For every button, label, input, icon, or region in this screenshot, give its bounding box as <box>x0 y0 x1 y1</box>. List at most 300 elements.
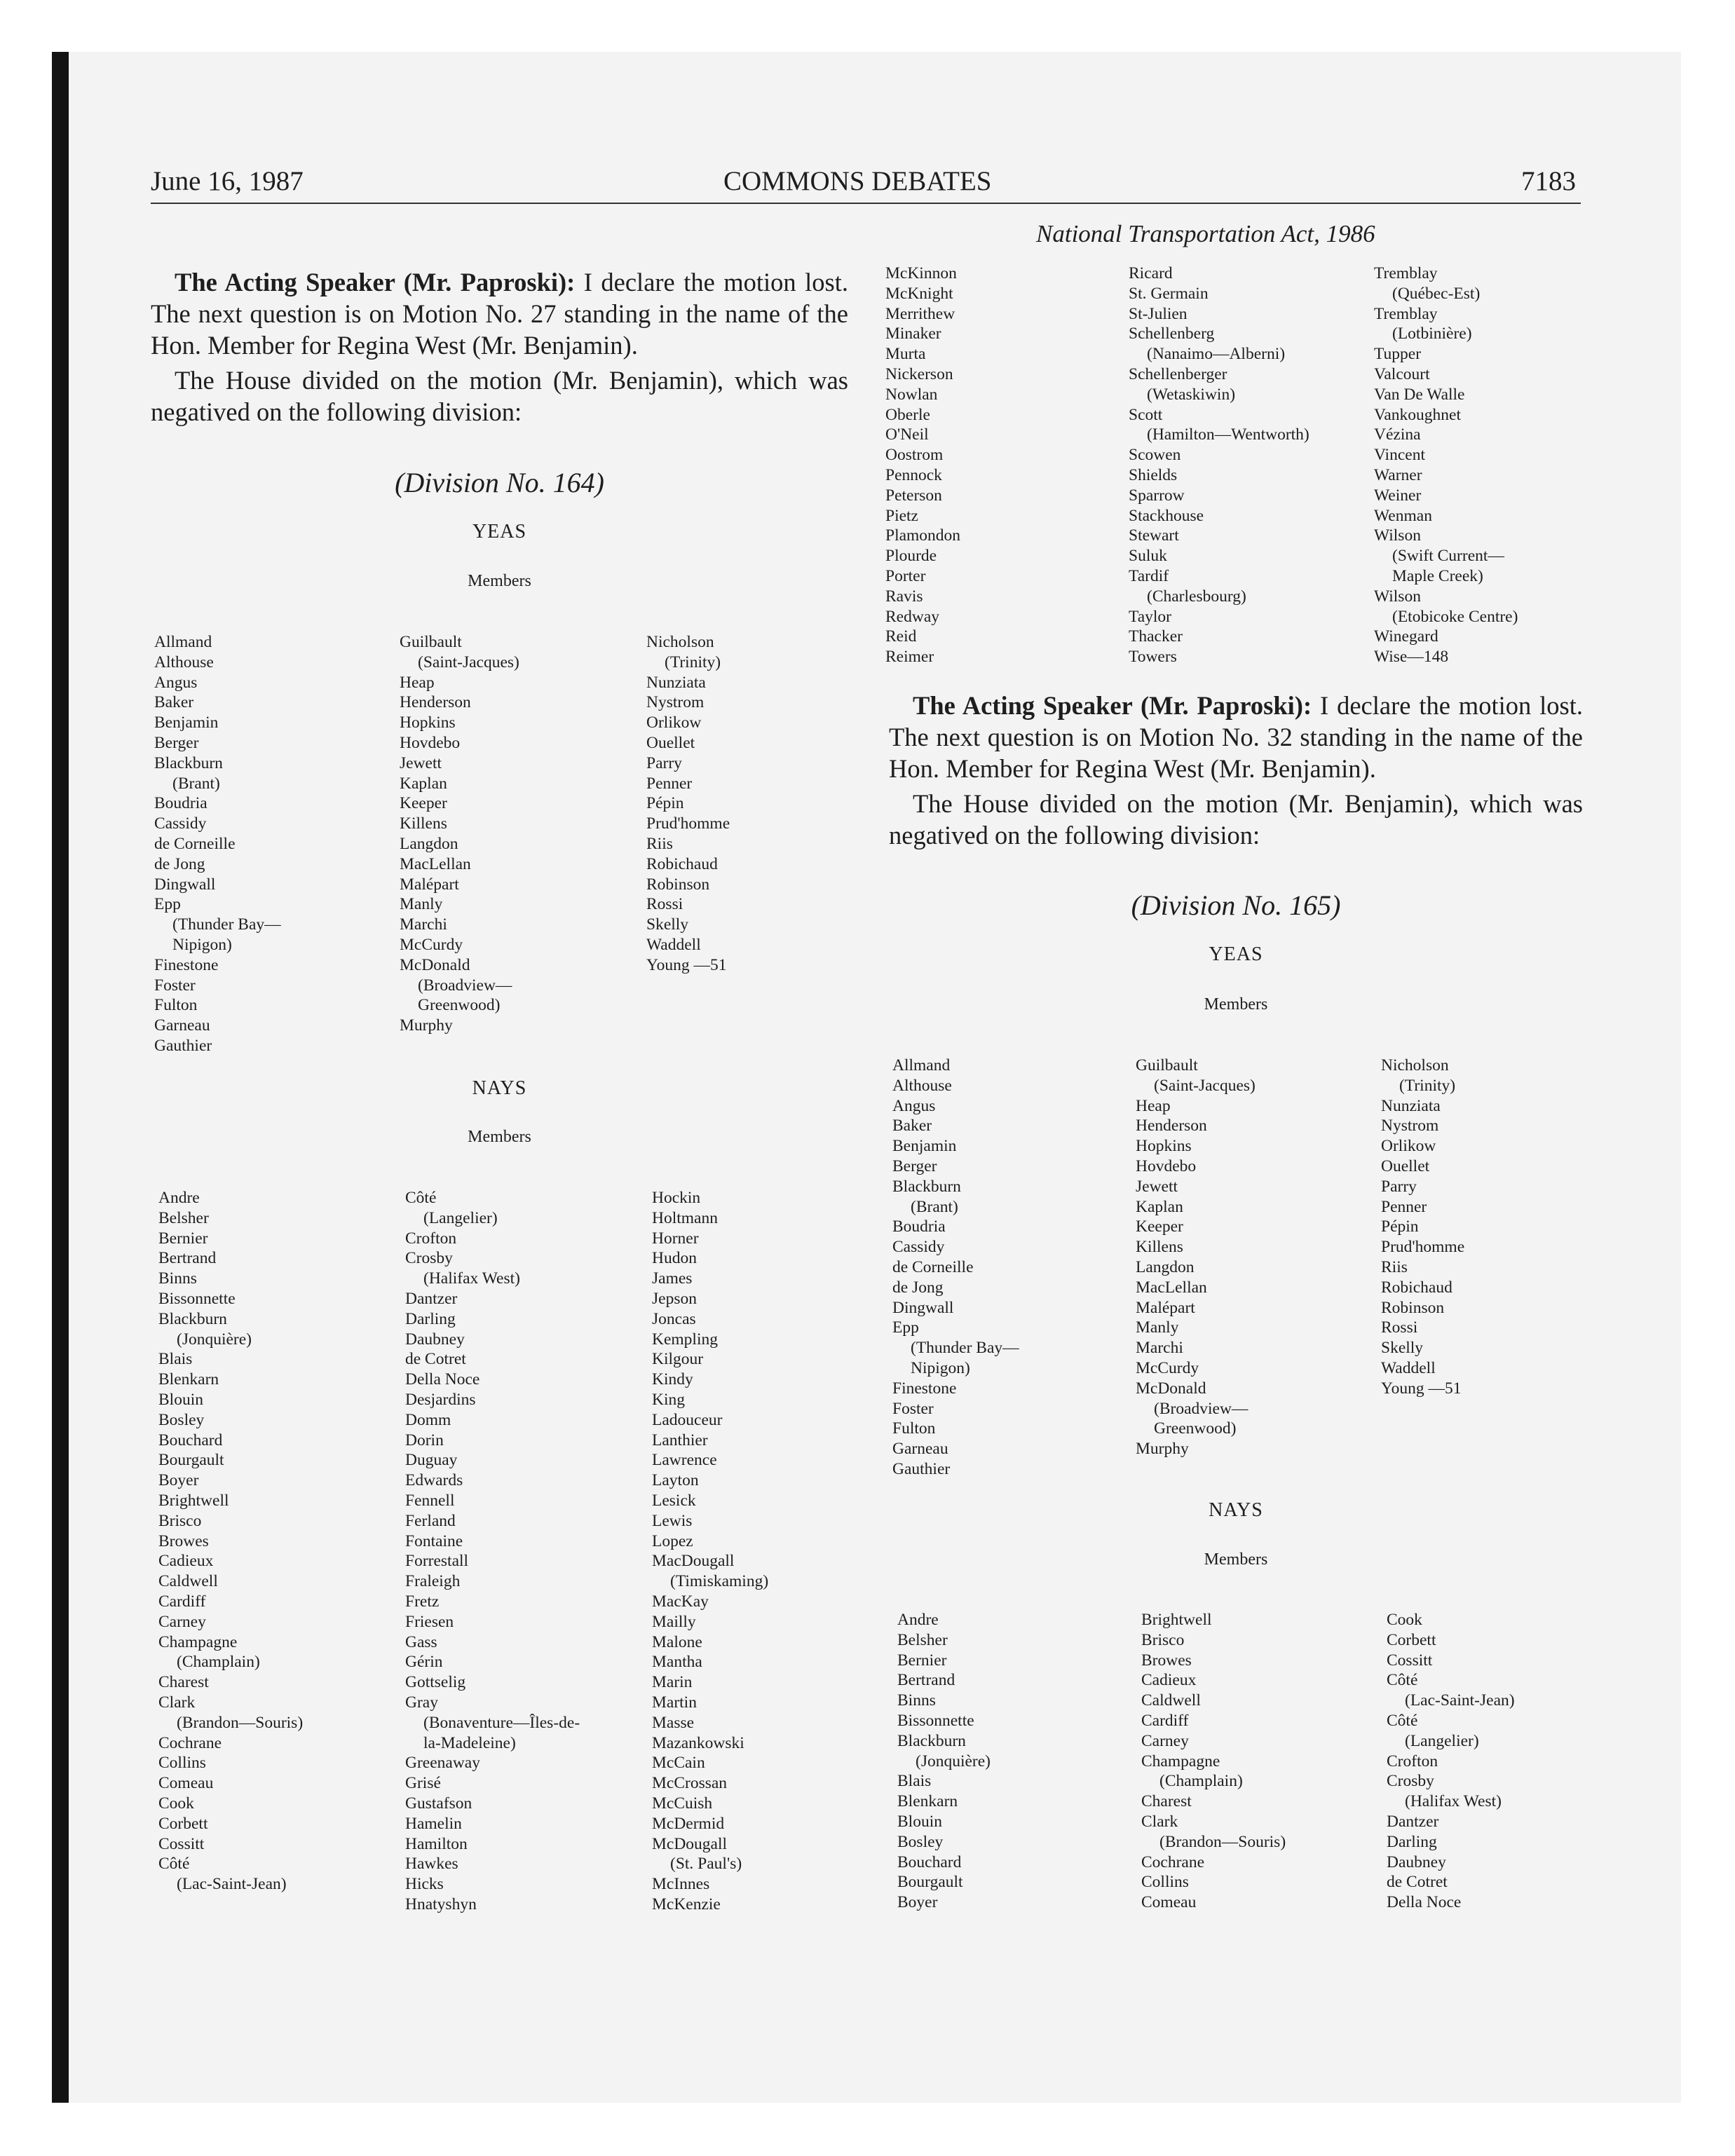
member-name: Della Noce <box>405 1370 480 1389</box>
member-name: Allmand <box>892 1056 951 1074</box>
member-name: la-Madeleine) <box>423 1733 516 1752</box>
member-name: Hovdebo <box>400 733 461 752</box>
member-name: Carney <box>158 1612 206 1631</box>
member-name: Nystrom <box>1381 1117 1439 1135</box>
member-name: Langdon <box>400 834 458 853</box>
member-name: Nicholson <box>1381 1056 1449 1074</box>
member-name: Tremblay <box>1374 264 1438 282</box>
member-name: McDonald <box>1136 1379 1206 1398</box>
member-name: (Bonaventure—Îles-de- <box>423 1713 580 1732</box>
header-date: June 16, 1987 <box>151 166 304 196</box>
right-speaker-name: The Acting Speaker (Mr. Paproski): <box>913 691 1312 720</box>
right-continued-nays-col-2 <box>1129 264 1309 667</box>
member-name: Maple Creek) <box>1392 566 1483 585</box>
member-name: Manly <box>1136 1318 1179 1337</box>
member-name: de Cotret <box>405 1350 466 1369</box>
member-name: Brisco <box>1141 1630 1185 1649</box>
member-name: Jewett <box>400 753 442 772</box>
member-name: McKinnon <box>885 264 957 282</box>
member-name: Cossitt <box>158 1834 205 1853</box>
member-name: Allmand <box>154 633 212 651</box>
member-name: Taylor <box>1129 607 1171 626</box>
member-name: Blackburn <box>158 1309 227 1328</box>
member-name: Robichaud <box>646 854 718 873</box>
member-name: Bernier <box>158 1229 208 1248</box>
member-name: Bosley <box>158 1410 205 1429</box>
member-name: (Brant) <box>911 1197 958 1216</box>
member-name: Edwards <box>405 1471 463 1490</box>
member-name: Desjardins <box>405 1390 476 1409</box>
member-name: Cossitt <box>1387 1651 1433 1670</box>
member-name: Garneau <box>154 1016 210 1035</box>
member-name: de Cotret <box>1387 1873 1448 1892</box>
member-name: Manly <box>400 895 443 914</box>
right-division-intro: The House divided on the motion (Mr. Benjamin), which was negatived on the following division: <box>889 789 1583 850</box>
member-name: Wenman <box>1374 506 1432 525</box>
member-name: Hockin <box>652 1189 701 1207</box>
member-name: Holtmann <box>652 1208 718 1227</box>
member-name: Robinson <box>1381 1298 1445 1317</box>
member-name: Guilbault <box>400 633 462 651</box>
member-name: Greenwood) <box>418 996 501 1015</box>
right-continued-nays-col-1 <box>885 264 960 667</box>
member-name: Horner <box>652 1229 699 1248</box>
member-name: Wilson <box>1374 526 1421 545</box>
member-name: Parry <box>1381 1177 1417 1196</box>
member-name: Skelly <box>1381 1339 1424 1358</box>
member-name: Martin <box>652 1693 697 1712</box>
right-division-title: (Division No. 165) <box>1131 889 1341 921</box>
member-name: Crofton <box>1387 1752 1438 1770</box>
member-name: Plamondon <box>885 526 961 545</box>
member-name: Nipigon) <box>911 1358 970 1377</box>
member-name: Blackburn <box>154 753 223 772</box>
member-name: Malone <box>652 1632 702 1651</box>
member-name: Heap <box>1136 1096 1171 1115</box>
member-name: Nystrom <box>646 693 705 712</box>
right-continued-nays-col-3 <box>1374 264 1518 667</box>
member-name: Berger <box>892 1157 937 1175</box>
member-name: Crosby <box>1387 1772 1434 1791</box>
member-name: Kaplan <box>400 774 447 793</box>
member-name: Domm <box>405 1410 451 1429</box>
member-name: Shields <box>1129 465 1178 484</box>
member-name: Nunziata <box>646 673 706 692</box>
scan-edge <box>52 52 69 2103</box>
member-name: Murta <box>885 345 926 364</box>
member-name: Scott <box>1129 405 1163 424</box>
member-name: Champagne <box>158 1632 238 1651</box>
member-name: Cadieux <box>158 1552 214 1571</box>
member-name: Tremblay <box>1374 304 1438 323</box>
member-name: Carney <box>1141 1731 1189 1750</box>
left-speaker-name: The Acting Speaker (Mr. Paproski): <box>175 268 576 296</box>
left-yeas-members-label: Members <box>468 572 531 590</box>
member-name: Marchi <box>400 915 447 934</box>
member-name: Blackburn <box>897 1731 966 1750</box>
right-yeas-heading: YEAS <box>1209 943 1263 965</box>
member-name: Côté <box>1387 1711 1418 1730</box>
member-name: Ferland <box>405 1511 456 1530</box>
member-name: Hicks <box>405 1875 444 1894</box>
member-name: O'Neil <box>885 425 929 444</box>
member-name: Bourgault <box>897 1873 963 1892</box>
member-name: McCain <box>652 1754 705 1773</box>
member-name: Ladouceur <box>652 1410 723 1429</box>
member-name: Killens <box>1136 1238 1183 1257</box>
member-name: Bertrand <box>158 1249 217 1268</box>
left-yeas-col-2 <box>400 632 519 1036</box>
member-name: Malépart <box>1136 1298 1195 1317</box>
member-name: Bissonnette <box>897 1711 974 1730</box>
member-name: Kempling <box>652 1330 718 1349</box>
member-name: (Jonquière) <box>177 1330 252 1349</box>
member-name: Joncas <box>652 1309 696 1328</box>
member-name: Nunziata <box>1381 1096 1441 1115</box>
member-name: (Etobicoke Centre) <box>1392 607 1518 626</box>
member-name: (Nanaimo—Alberni) <box>1147 345 1286 364</box>
member-name: Crofton <box>405 1229 457 1248</box>
member-name: Dorin <box>405 1431 444 1449</box>
member-name: Gottselig <box>405 1673 466 1692</box>
member-name: (St. Paul's) <box>670 1855 742 1874</box>
member-name: Lesick <box>652 1491 696 1510</box>
member-name: Schellenberg <box>1129 325 1215 343</box>
member-name: Stewart <box>1129 526 1179 545</box>
member-name: Mazankowski <box>652 1733 744 1752</box>
member-name: Finestone <box>154 955 219 974</box>
member-name: MacLellan <box>400 854 471 873</box>
member-name: Comeau <box>158 1774 214 1793</box>
member-name: Waddell <box>646 935 701 954</box>
member-name: Marchi <box>1136 1339 1183 1358</box>
member-name: (Champlain) <box>177 1653 260 1672</box>
member-name: Hnatyshyn <box>405 1895 477 1913</box>
member-name: (Hamilton—Wentworth) <box>1147 425 1309 444</box>
member-name: Vézina <box>1374 425 1421 444</box>
member-name: Merrithew <box>885 304 955 323</box>
member-name: Gass <box>405 1632 437 1651</box>
member-name: Bernier <box>897 1651 947 1670</box>
member-name: Althouse <box>892 1076 952 1095</box>
member-name: Marin <box>652 1673 693 1692</box>
member-name: Fennell <box>405 1491 455 1510</box>
member-name: Vankoughnet <box>1374 405 1462 424</box>
member-name: Côté <box>405 1189 437 1207</box>
member-name: McDougall <box>652 1834 728 1853</box>
member-name: Garneau <box>892 1440 948 1459</box>
member-name: (Swift Current— <box>1392 547 1504 566</box>
member-name: Andre <box>897 1611 939 1629</box>
member-name: Kilgour <box>652 1350 704 1369</box>
member-name: Gauthier <box>892 1459 951 1478</box>
member-name: (Lac-Saint-Jean) <box>177 1875 287 1894</box>
member-name: Nicholson <box>646 633 714 651</box>
member-name: Murphy <box>1136 1440 1189 1459</box>
member-name: Pépin <box>646 794 684 813</box>
member-name: Binns <box>158 1269 197 1288</box>
member-name: Friesen <box>405 1612 454 1631</box>
member-name: Belsher <box>897 1630 948 1649</box>
member-name: (Broadview— <box>418 976 512 995</box>
member-name: Dingwall <box>154 875 216 894</box>
member-name: Malépart <box>400 875 459 894</box>
left-speaker-paragraph <box>151 266 848 361</box>
member-name: Fulton <box>154 996 198 1015</box>
member-name: Lopez <box>652 1531 693 1550</box>
member-name: Côté <box>158 1855 190 1874</box>
member-name: Corbett <box>1387 1630 1436 1649</box>
member-name: Greenwood) <box>1154 1419 1237 1438</box>
member-name: Killens <box>400 814 447 833</box>
member-name: Penner <box>1381 1197 1427 1216</box>
member-name: Dantzer <box>405 1289 458 1308</box>
member-name: Nickerson <box>885 364 953 383</box>
member-name: Bissonnette <box>158 1289 236 1308</box>
member-name: Boyer <box>897 1893 938 1912</box>
member-name: Pennock <box>885 465 942 484</box>
member-name: Redway <box>885 607 940 626</box>
running-subtitle: National Transportation Act, 1986 <box>1036 220 1375 247</box>
member-name: Boyer <box>158 1471 199 1490</box>
member-name: Pépin <box>1381 1217 1419 1236</box>
member-name: Collins <box>158 1754 206 1773</box>
member-name: (Timiskaming) <box>670 1572 769 1591</box>
member-name: Finestone <box>892 1379 957 1398</box>
member-name: Cassidy <box>154 814 207 833</box>
member-name: (Trinity) <box>665 653 721 671</box>
member-name: Valcourt <box>1374 364 1430 383</box>
member-name: Peterson <box>885 486 942 505</box>
member-name: Cook <box>158 1794 194 1813</box>
member-name: Layton <box>652 1471 699 1490</box>
right-yeas-col-1 <box>892 1056 1019 1480</box>
member-name: (Saint-Jacques) <box>1154 1076 1256 1095</box>
member-name: Ricard <box>1129 264 1173 282</box>
member-name: Bouchard <box>158 1431 223 1449</box>
member-name: Murphy <box>400 1016 453 1035</box>
member-name: Browes <box>158 1531 209 1550</box>
member-name: McKenzie <box>652 1895 721 1913</box>
member-name: Epp <box>892 1318 919 1337</box>
member-name: Riis <box>1381 1257 1408 1276</box>
member-name: Benjamin <box>892 1137 957 1156</box>
member-name: Lanthier <box>652 1431 708 1449</box>
member-name: Nipigon) <box>172 935 232 954</box>
header-rule <box>151 203 1581 204</box>
member-name: Daubney <box>405 1330 465 1349</box>
member-name: Duguay <box>405 1451 458 1470</box>
member-name: Stackhouse <box>1129 506 1204 525</box>
member-name: Gustafson <box>405 1794 472 1813</box>
member-name: Porter <box>885 566 926 585</box>
member-name: Gérin <box>405 1653 443 1672</box>
right-nays-members-label: Members <box>1204 1550 1268 1569</box>
member-name: Angus <box>892 1096 936 1115</box>
member-name: Brisco <box>158 1511 202 1530</box>
member-name: Langdon <box>1136 1257 1195 1276</box>
member-name: Reid <box>885 627 917 646</box>
member-name: Hamilton <box>405 1834 468 1853</box>
left-yeas-col-3 <box>646 632 730 976</box>
member-name: Hovdebo <box>1136 1157 1197 1175</box>
header-page-number: 7183 <box>1521 166 1576 196</box>
member-name: McCurdy <box>1136 1358 1199 1377</box>
header-publication: COMMONS DEBATES <box>723 166 992 196</box>
member-name: MacLellan <box>1136 1278 1207 1297</box>
member-name: Althouse <box>154 653 214 671</box>
member-name: Prud'homme <box>646 814 730 833</box>
member-name: Blackburn <box>892 1177 961 1196</box>
member-name: Pietz <box>885 506 918 525</box>
left-nays-col-3 <box>652 1188 768 1915</box>
member-name: Cochrane <box>158 1733 222 1752</box>
right-nays-col-2 <box>1141 1610 1286 1913</box>
member-name: Hawkes <box>405 1855 458 1874</box>
member-name: de Corneille <box>892 1257 974 1276</box>
member-name: (Broadview— <box>1154 1399 1248 1418</box>
member-name: Henderson <box>400 693 471 712</box>
member-name: Cook <box>1387 1611 1422 1629</box>
member-name: Collins <box>1141 1873 1189 1892</box>
member-name: St. Germain <box>1129 284 1209 303</box>
member-name: Heap <box>400 673 435 692</box>
member-name: (Halifax West) <box>423 1269 520 1288</box>
member-name: Della Noce <box>1387 1893 1462 1912</box>
member-name: Scowen <box>1129 446 1181 465</box>
member-name: (Langelier) <box>423 1208 498 1227</box>
member-name: Boudria <box>154 794 207 813</box>
member-name: Clark <box>1141 1812 1178 1831</box>
member-name: Baker <box>892 1117 932 1135</box>
member-name: Oostrom <box>885 446 944 465</box>
member-name: Darling <box>405 1309 456 1328</box>
member-name: McInnes <box>652 1875 710 1894</box>
member-name: Dantzer <box>1387 1812 1439 1831</box>
member-name: Baker <box>154 693 194 712</box>
member-name: (Charlesbourg) <box>1147 587 1246 606</box>
member-name: Rossi <box>646 895 683 914</box>
right-nays-col-3 <box>1387 1610 1515 1913</box>
left-nays-heading: NAYS <box>472 1077 527 1099</box>
member-name: Oberle <box>885 405 930 424</box>
member-name: King <box>652 1390 685 1409</box>
member-name: Parry <box>646 753 682 772</box>
member-name: Fontaine <box>405 1531 463 1550</box>
member-name: Riis <box>646 834 673 853</box>
member-name: Cardiff <box>1141 1711 1189 1730</box>
right-yeas-members-label: Members <box>1204 995 1268 1014</box>
member-name: Berger <box>154 733 199 752</box>
member-name: Brightwell <box>158 1491 229 1510</box>
member-name: Young —51 <box>1381 1379 1462 1398</box>
member-name: Masse <box>652 1713 695 1732</box>
left-nays-col-2 <box>405 1188 580 1915</box>
member-name: Forrestall <box>405 1552 469 1571</box>
member-name: Jewett <box>1136 1177 1178 1196</box>
member-name: Towers <box>1129 648 1177 667</box>
member-name: Schellenberger <box>1129 364 1227 383</box>
member-name: Hopkins <box>1136 1137 1192 1156</box>
member-name: Gray <box>405 1693 438 1712</box>
member-name: Comeau <box>1141 1893 1197 1912</box>
left-division-title: (Division No. 164) <box>395 467 604 498</box>
member-name: Blais <box>158 1350 193 1369</box>
member-name: Skelly <box>646 915 689 934</box>
member-name: Rossi <box>1381 1318 1418 1337</box>
member-name: Orlikow <box>1381 1137 1436 1156</box>
member-name: Cardiff <box>158 1592 206 1611</box>
left-yeas-col-1 <box>154 632 281 1056</box>
member-name: Thacker <box>1129 627 1183 646</box>
member-name: Foster <box>154 976 196 995</box>
member-name: Charest <box>158 1673 209 1692</box>
member-name: Penner <box>646 774 693 793</box>
member-name: Bouchard <box>897 1853 962 1871</box>
member-name: Dingwall <box>892 1298 954 1317</box>
member-name: Ravis <box>885 587 923 606</box>
member-name: Caldwell <box>158 1572 218 1591</box>
member-name: Kaplan <box>1136 1197 1183 1216</box>
member-name: (Thunder Bay— <box>911 1339 1019 1358</box>
member-name: (Langelier) <box>1405 1731 1479 1750</box>
member-name: Grisé <box>405 1774 441 1793</box>
left-yeas-heading: YEAS <box>472 521 527 543</box>
member-name: Cadieux <box>1141 1671 1197 1690</box>
member-name: Waddell <box>1381 1358 1436 1377</box>
right-yeas-col-3 <box>1381 1056 1464 1399</box>
member-name: Ouellet <box>1381 1157 1430 1175</box>
member-name: (Brandon—Souris) <box>1159 1832 1286 1851</box>
member-name: Wilson <box>1374 587 1421 606</box>
member-name: Blais <box>897 1772 932 1791</box>
member-name: Cochrane <box>1141 1853 1205 1871</box>
member-name: Charest <box>1141 1792 1192 1811</box>
member-name: (Thunder Bay— <box>172 915 281 934</box>
member-name: Clark <box>158 1693 196 1712</box>
member-name: Angus <box>154 673 198 692</box>
member-name: Boudria <box>892 1217 946 1236</box>
member-name: Orlikow <box>646 714 702 732</box>
member-name: Blouin <box>897 1812 942 1831</box>
member-name: McCuish <box>652 1794 713 1813</box>
left-nays-col-1 <box>158 1188 303 1895</box>
member-name: Blouin <box>158 1390 203 1409</box>
member-name: McDermid <box>652 1814 725 1833</box>
member-name: Kindy <box>652 1370 693 1389</box>
member-name: Caldwell <box>1141 1691 1201 1710</box>
member-name: Daubney <box>1387 1853 1446 1871</box>
member-name: Keeper <box>1136 1217 1183 1236</box>
member-name: Nowlan <box>885 385 938 404</box>
member-name: Tardif <box>1129 566 1169 585</box>
member-name: Henderson <box>1136 1117 1207 1135</box>
member-name: de Corneille <box>154 834 236 853</box>
right-nays-heading: NAYS <box>1209 1499 1263 1521</box>
member-name: Warner <box>1374 465 1422 484</box>
member-name: Robichaud <box>1381 1278 1452 1297</box>
member-name: Guilbault <box>1136 1056 1198 1074</box>
member-name: (Halifax West) <box>1405 1792 1502 1811</box>
member-name: (Brant) <box>172 774 220 793</box>
left-division-intro: The House divided on the motion (Mr. Benjamin), which was negatived on the following division: <box>151 366 848 426</box>
member-name: Winegard <box>1374 627 1438 646</box>
member-name: Browes <box>1141 1651 1192 1670</box>
member-name: Fretz <box>405 1592 440 1611</box>
member-name: Young —51 <box>646 955 727 974</box>
member-name: (Lac-Saint-Jean) <box>1405 1691 1515 1710</box>
member-name: Weiner <box>1374 486 1422 505</box>
